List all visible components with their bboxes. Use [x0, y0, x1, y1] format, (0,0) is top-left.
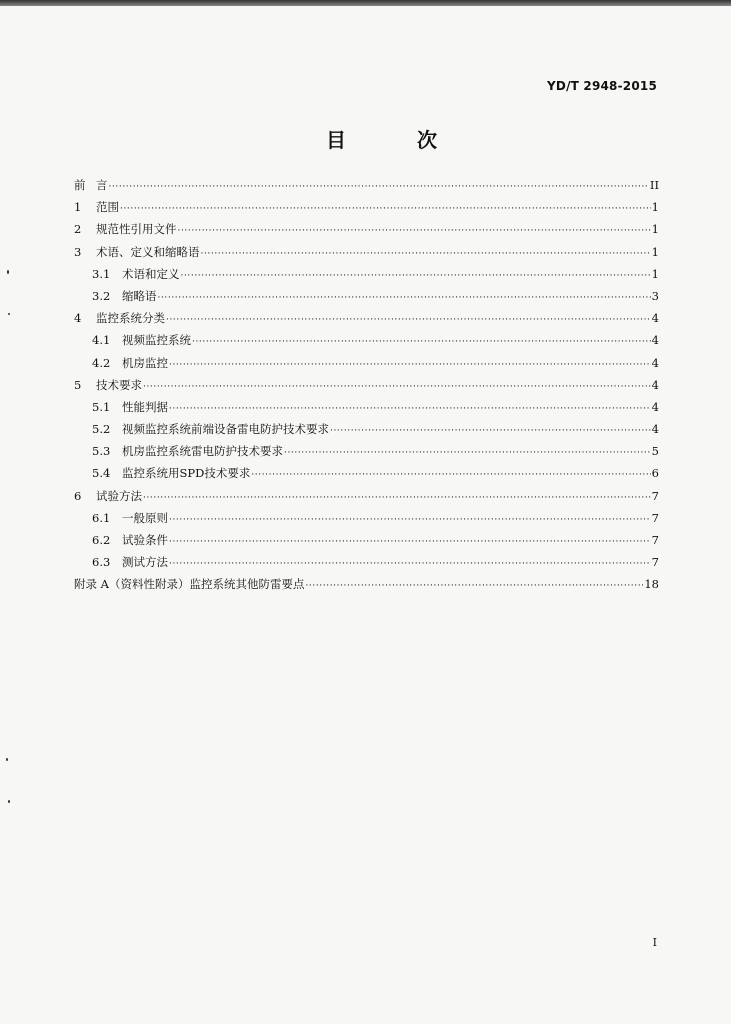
toc-entry[interactable] [74, 285, 659, 307]
toc-entry[interactable] [74, 174, 659, 196]
toc-entry[interactable] [74, 462, 659, 484]
scan-speck [8, 800, 10, 803]
toc-entry-title: 术语、定义和缩略语 [96, 244, 200, 259]
toc-title: 目 次 [326, 128, 469, 152]
toc-entry-page: 4 [651, 377, 659, 392]
toc-leader-dots [201, 243, 651, 265]
toc-leader-dots [109, 176, 649, 198]
toc-entry[interactable] [74, 529, 659, 551]
toc-entry-page: 4 [651, 422, 659, 437]
toc-entry-number: 4 [74, 311, 82, 326]
toc-entry-page: 4 [651, 333, 659, 348]
toc-entry[interactable] [74, 307, 659, 329]
toc-entry[interactable] [74, 573, 659, 595]
toc-entry-number: 6 [74, 488, 82, 503]
toc-entry-page: 1 [651, 200, 659, 215]
page-number: I [652, 936, 657, 949]
toc-entry-page: 1 [651, 244, 659, 259]
toc-entry-number: 附录 A（资料性附录） [74, 577, 190, 592]
toc-entry-title: 视频监控系统前端设备雷电防护技术要求 [122, 422, 329, 437]
toc-leader-dots [192, 331, 651, 353]
toc-entry[interactable] [74, 218, 659, 240]
toc-entry-title: 范围 [96, 200, 119, 215]
toc-leader-dots [169, 553, 651, 575]
toc-entry[interactable] [74, 485, 659, 507]
toc-entry-page: 4 [651, 311, 659, 326]
toc-entry[interactable] [74, 507, 659, 529]
toc-entry-number: 6.1 [92, 510, 111, 525]
toc-entry-number: 4.1 [92, 333, 111, 348]
toc-leader-dots [166, 309, 651, 331]
toc-leader-dots [178, 220, 651, 242]
scan-speck [8, 313, 10, 315]
toc-entry-number: 6.2 [92, 533, 111, 547]
toc-entry-title: 试验条件 [122, 533, 168, 547]
toc-entry-number: 6.3 [92, 555, 111, 570]
toc-entry-page: 7 [651, 488, 659, 503]
toc-entry-title: 监控系统分类 [96, 311, 165, 326]
toc-entry-number: 2 [74, 222, 82, 237]
toc-leader-dots [284, 442, 651, 464]
toc-entry-title: 性能判据 [122, 399, 168, 414]
standard-number: YD/T 2948-2015 [547, 79, 657, 93]
table-of-contents [74, 174, 659, 596]
toc-leader-dots [181, 265, 651, 287]
toc-entry-title: 测试方法 [122, 555, 168, 570]
toc-entry-page: 3 [651, 288, 659, 303]
toc-entry[interactable] [74, 440, 659, 462]
toc-entry-number: 5.3 [92, 444, 111, 459]
toc-entry-title: 试验方法 [96, 488, 142, 503]
toc-leader-dots [169, 398, 651, 420]
toc-entry-page: 18 [644, 577, 659, 592]
toc-entry[interactable] [74, 551, 659, 573]
toc-leader-dots [251, 464, 650, 486]
toc-entry[interactable] [74, 263, 659, 285]
toc-entry-title: 缩略语 [122, 288, 157, 303]
toc-entry-page: 7 [651, 555, 659, 570]
toc-leader-dots [330, 420, 651, 442]
toc-entry-number: 3.2 [92, 288, 111, 303]
toc-leader-dots [143, 487, 651, 509]
toc-entry-number: 3.1 [92, 266, 111, 281]
scan-edge [0, 0, 731, 6]
toc-entry-number: 5 [74, 377, 82, 392]
scan-speck [6, 758, 8, 761]
toc-entry[interactable] [74, 241, 659, 263]
toc-entry-title: 术语和定义 [122, 266, 180, 281]
toc-entry[interactable] [74, 418, 659, 440]
toc-entry-title: 监控系统其他防雷要点 [189, 577, 305, 592]
toc-entry[interactable] [74, 374, 659, 396]
toc-entry-number: 5.2 [92, 422, 111, 437]
toc-entry-number: 3 [74, 244, 82, 259]
toc-entry-page: 1 [651, 222, 659, 237]
toc-entry-page: 4 [651, 399, 659, 414]
toc-entry-title: 机房监控 [122, 355, 168, 370]
toc-entry-number: 5.4 [92, 466, 111, 481]
toc-entry-page: 1 [651, 266, 659, 281]
toc-entry-number: 前 [74, 178, 86, 192]
toc-leader-dots [158, 287, 651, 309]
toc-entry-title: 视频监控系统 [122, 333, 191, 348]
toc-entry-number: 5.1 [92, 399, 111, 414]
toc-entry-number: 4.2 [92, 355, 111, 370]
toc-entry-title: 机房监控系统雷电防护技术要求 [122, 444, 283, 459]
toc-entry-title: 技术要求 [96, 377, 142, 392]
scan-speck [7, 270, 9, 274]
toc-leader-dots [143, 376, 651, 398]
toc-entry-page: 7 [651, 510, 659, 525]
toc-entry-title: 监控系统用SPD技术要求 [122, 466, 251, 481]
toc-entry[interactable] [74, 329, 659, 351]
toc-entry-page: 6 [651, 466, 659, 481]
toc-entry-title: 一般原则 [122, 510, 168, 525]
toc-entry[interactable] [74, 196, 659, 218]
toc-entry-title: 言 [96, 178, 108, 192]
toc-entry-page: II [649, 178, 659, 192]
toc-leader-dots [169, 509, 651, 531]
toc-entry-title: 规范性引用文件 [96, 222, 177, 237]
toc-leader-dots [120, 198, 651, 220]
toc-leader-dots [169, 531, 651, 553]
toc-leader-dots [169, 354, 651, 376]
toc-entry[interactable] [74, 352, 659, 374]
toc-entry-number: 1 [74, 200, 82, 215]
toc-entry[interactable] [74, 396, 659, 418]
toc-entry-page: 7 [651, 533, 659, 547]
toc-leader-dots [305, 575, 643, 597]
toc-entry-page: 5 [651, 444, 659, 459]
toc-entry-page: 4 [651, 355, 659, 370]
